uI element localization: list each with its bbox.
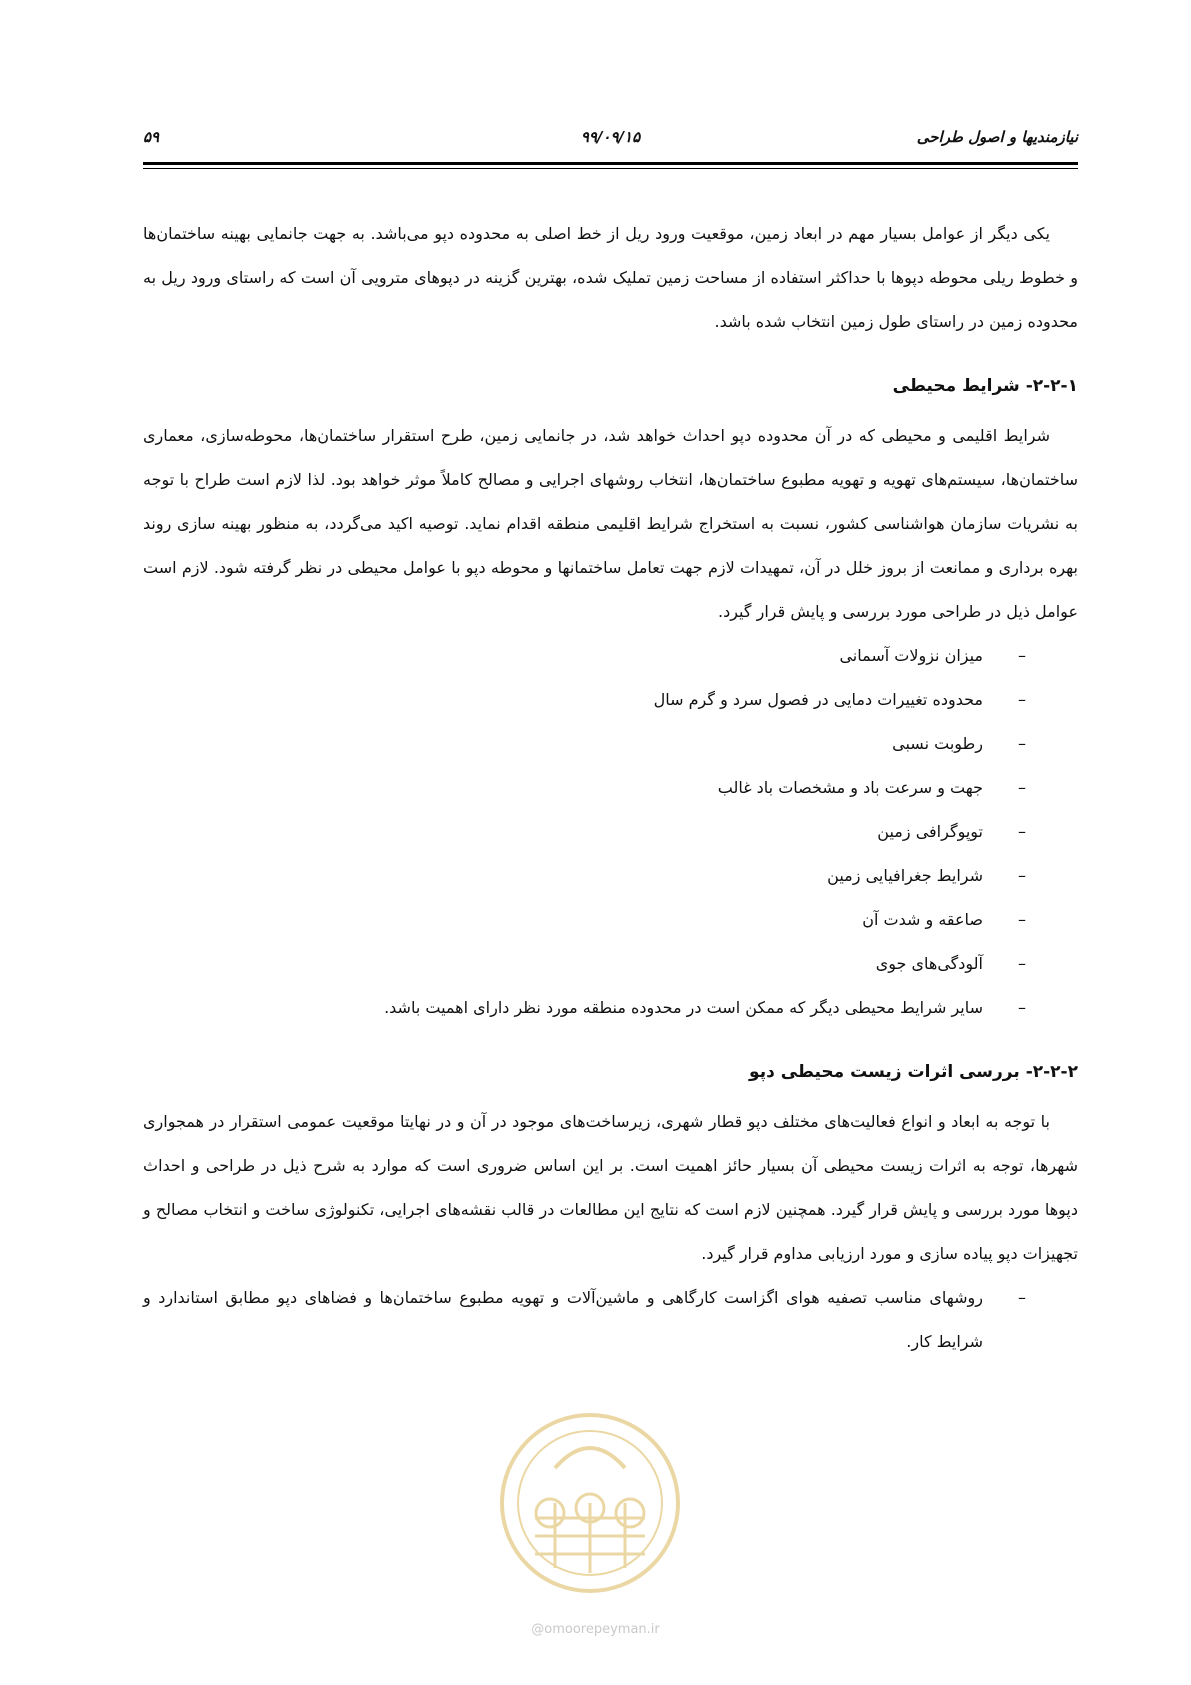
- section-1-paragraph: شرایط اقلیمی و محیطی که در آن محدوده دپو احداث خواهد شد، در جانمایی زمین، طرح استقرار ساختمان‌ها، محوطه‌سازی، معماری ساختمان‌ها، سیستم‌های تهویه و تهویه مطبوع ساختمان‌ها، انتخاب روشهای اجرایی و مصالح کاملاً موثر خواهد بود. لذا لازم است طراح با توجه به نشریات سازمان هواشناسی کشور، نسبت به استخراج شرایط اقلیمی منطقه اقدام نماید. توصیه اکید می‌گردد، به منظور بهینه سازی روند بهره برداری و ممانعت از بروز خلل در آن، تمهیدات لازم جهت تعامل ساختمانها و محوطه دپو با عوامل محیطی در نظر گرفته شود. لازم است عوامل ذیل در طراحی مورد بررسی و پایش قرار گیرد.: [143, 426, 1078, 621]
- list-item-text: رطوبت نسبی: [892, 734, 983, 753]
- list-dash: –: [1018, 866, 1026, 885]
- environmental-factors-list: [143, 634, 1078, 1030]
- list-item-text: میزان نزولات آسمانی: [839, 646, 983, 665]
- list-item-text: جهت و سرعت باد و مشخصات باد غالب: [717, 778, 983, 797]
- page-header: [143, 128, 1078, 154]
- list-item: [143, 634, 1078, 678]
- list-dash: –: [1018, 910, 1026, 929]
- section-heading-2: ۲-۲-۲- بررسی اثرات زیست محیطی دپو: [749, 1062, 1078, 1082]
- list-item-text: صاعقه و شدت آن: [862, 910, 983, 929]
- page-number: ۵۹: [143, 128, 160, 146]
- list-dash: –: [1018, 778, 1026, 797]
- list-dash: –: [1018, 734, 1026, 753]
- list-item: [143, 1276, 1078, 1364]
- list-item: [143, 898, 1078, 942]
- list-item-text: آلودگی‌های جوی: [875, 954, 983, 973]
- section-2-paragraph: با توجه به ابعاد و انواع فعالیت‌های مختلف دپو قطار شهری، زیرساخت‌های موجود در آن و در نهایتا موقعیت عمومی استقرار در همجواری شهرها، توجه به اثرات زیست محیطی آن بسیار حائز اهمیت است. بر این اساس ضروری است که موارد به شرح ذیل در طراحی و احداث دپوها مورد بررسی و پایش قرار گیرد. همچنین لازم است که نتایج این مطالعات در قالب نقشه‌های اجرایی، تکنولوژی ساخت و انتخاب مصالح و تجهیزات دپو پیاده سازی و مورد ارزیابی مداوم قرار گیرد.: [143, 1112, 1078, 1263]
- list-item-text: سایر شرایط محیطی دیگر که ممکن است در محدوده منطقه مورد نظر دارای اهمیت باشد.: [384, 998, 983, 1017]
- header-rule-thick: [143, 162, 1078, 165]
- list-item-text: محدوده تغییرات دمایی در فصول سرد و گرم سال: [653, 690, 983, 709]
- list-item: [143, 678, 1078, 722]
- document-body: [143, 212, 1078, 1364]
- header-title: نیازمندیها و اصول طراحی: [916, 128, 1078, 146]
- list-dash: –: [1018, 822, 1026, 841]
- list-dash: –: [1018, 1288, 1026, 1307]
- list-item: [143, 810, 1078, 854]
- list-dash: –: [1018, 998, 1026, 1017]
- list-dash: –: [1018, 646, 1026, 665]
- section-heading-1: ۲-۲-۱- شرایط محیطی: [892, 376, 1078, 396]
- list-item-text: روشهای مناسب تصفیه هوای اگزاست کارگاهی و ماشین‌آلات و تهویه مطبوع ساختمان‌ها و فضاهای دپو مطابق استاندارد و شرایط کار.: [143, 1288, 983, 1351]
- watermark-url: @omoorepeyman.ir: [531, 1622, 660, 1637]
- list-item: [143, 942, 1078, 986]
- header-rule-thin: [143, 168, 1078, 169]
- list-item: [143, 722, 1078, 766]
- list-item: [143, 766, 1078, 810]
- header-date: ۹۹/۰۹/۱۵: [580, 128, 641, 146]
- intro-paragraph: یکی دیگر از عوامل بسیار مهم در ابعاد زمین، موقعیت ورود ریل از خط اصلی به محدوده دپو می‌باشد. به جهت جانمایی بهینه ساختمان‌ها و خطوط ریلی محوطه دپوها با حداکثر استفاده از مساحت زمین تملیک شده، بهترین گزینه در دپوهای مترویی آن است که راستای ورود ریل به محدوده زمین در راستای طول زمین انتخاب شده باشد.: [143, 224, 1078, 331]
- watermark-seal: [495, 1408, 685, 1598]
- list-dash: –: [1018, 690, 1026, 709]
- list-dash: –: [1018, 954, 1026, 973]
- list-item: [143, 986, 1078, 1030]
- list-item-text: توپوگرافی زمین: [877, 822, 983, 841]
- list-item-text: شرایط جغرافیایی زمین: [827, 866, 983, 885]
- list-item: [143, 854, 1078, 898]
- environmental-impact-list: [143, 1276, 1078, 1364]
